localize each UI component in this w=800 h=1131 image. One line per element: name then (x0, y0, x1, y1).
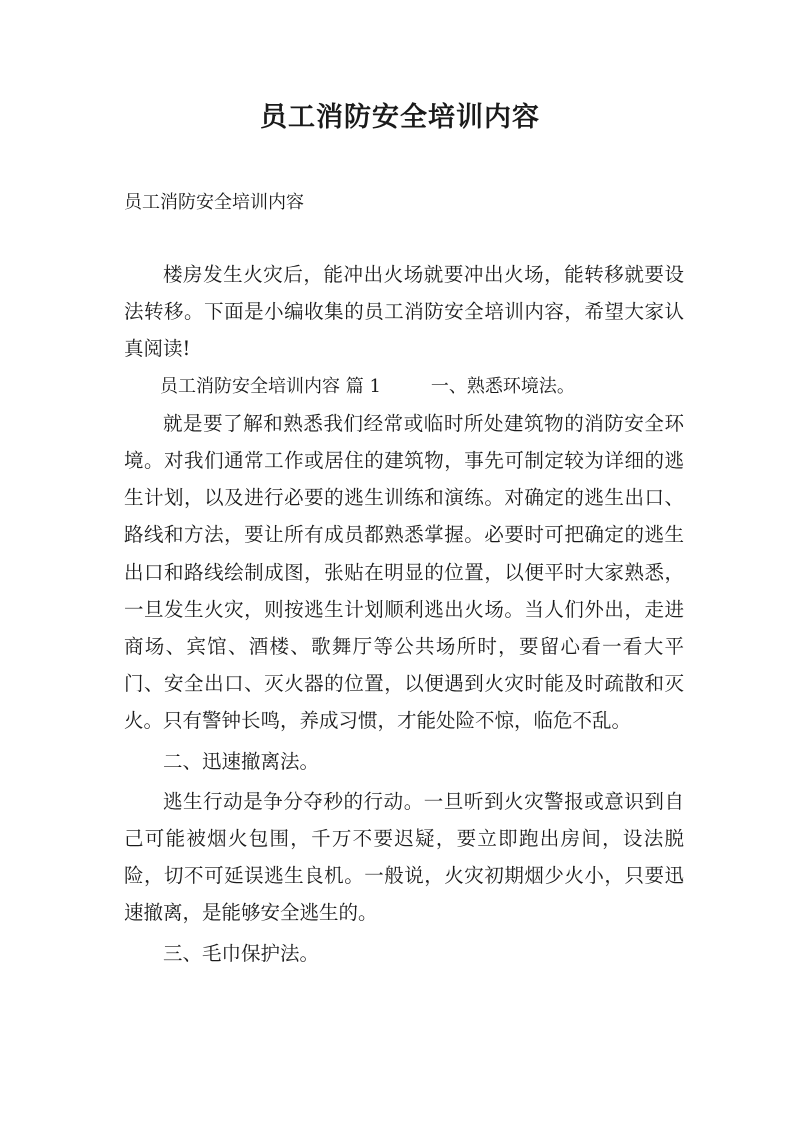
heading-2: 二、迅速撤离法。 (163, 749, 320, 773)
document-subtitle: 员工消防安全培训内容 (124, 192, 304, 213)
paragraph-2: 逃生行动是争分夺秒的行动。一旦听到火灾警报或意识到自己可能被烟火包围，千万不要迟疑，要立即跑出房间，设法脱险，切不可延误逃生良机。一般说，火灾初期烟少火小，只要迅速撤离，是能够安全逃生的。 (124, 789, 684, 925)
heading-1: 一、熟悉环境法。 (430, 375, 575, 397)
section-line (124, 368, 684, 405)
paragraph-1: 就是要了解和熟悉我们经常或临时所处建筑物的消防安全环境。对我们通常工作或居住的建筑物，事先可制定较为详细的逃生计划，以及进行必要的逃生训练和演练。对确定的逃生出口、路线和方法，要让所有成员都熟悉掌握。必要时可把确定的逃生出口和路线绘制成图，张贴在明显的位置，以便平时大家熟悉，一旦发生火灾，则按逃生计划顺利逃出火场。当人们外出，走进商场、宾馆、酒楼、歌舞厅等公共场所时，要留心看一看大平门、安全出口、灭火器的位置，以便遇到火灾时能及时疏散和灭火。只有警钟长鸣，养成习惯，才能处险不惊，临危不乱。 (124, 411, 684, 733)
document-title: 员工消防安全培训内容 (260, 102, 540, 133)
intro-paragraph: 楼房发生火灾后，能冲出火场就要冲出火场，能转移就要设法转移。下面是小编收集的员工消防安全培训内容，希望大家认真阅读! (124, 263, 684, 361)
document-body (124, 256, 684, 972)
heading-3: 三、毛巾保护法。 (163, 941, 320, 965)
section-label: 员工消防安全培训内容 篇 1 (160, 375, 381, 397)
